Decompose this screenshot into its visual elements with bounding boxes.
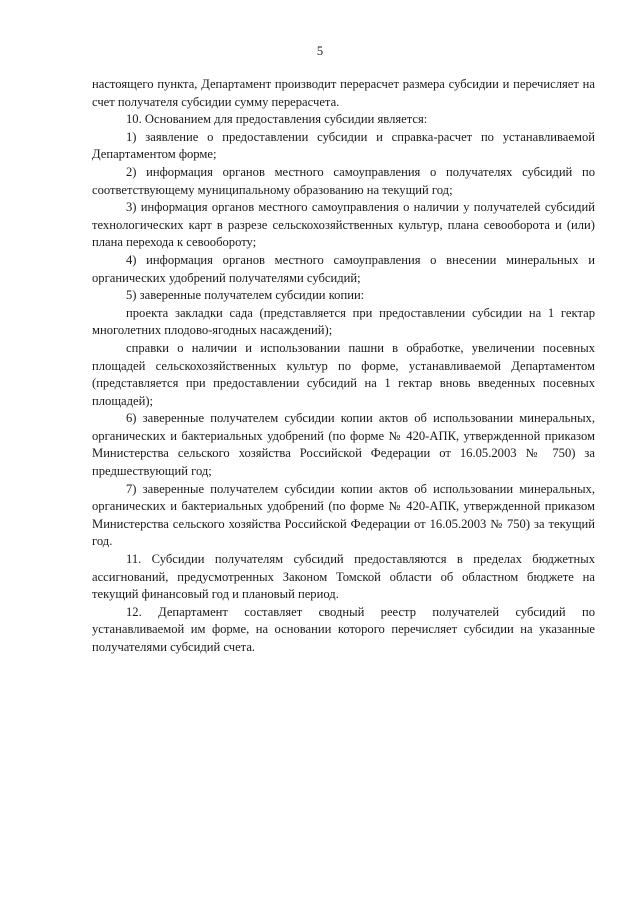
- paragraph-subitem-5: 5) заверенные получателем субсидии копии:: [126, 288, 365, 303]
- paragraph-item-12: 12. Департамент составляет сводный реестр получателей субсидий по устанавливаемой им форме, на основании которого перечисляет субсидии на указанные получателями субсидий счета.: [92, 604, 595, 654]
- paragraph-subitem-3: 3) информация органов местного самоуправления о наличии у получателей субсидий технологических карт в разрезе сельскохозяйственных культур, плана севооборота и (или) плана перехода к севообороту;: [92, 200, 595, 250]
- paragraph-continuation: настоящего пункта, Департамент производит перерасчет размера субсидии и перечисляет на счет получателя субсидии сумму перерасчета.: [92, 77, 595, 109]
- paragraph-subitem-7: 7) заверенные получателем субсидии копии актов об использовании минеральных, органических и бактериальных удобрений (по форме № 420-АПК, утвержденной приказом Министерства сельского хозяйства Российской Федерации от 16.05.2003 № 750) за текущий год.: [92, 481, 595, 549]
- paragraph-subitem-5-garden: проекта закладки сада (представляется при предоставлении субсидии на 1 гектар многолетних плодово-ягодных насаждений);: [92, 305, 595, 338]
- paragraph-subitem-2: 2) информация органов местного самоуправления о получателях субсидий по соответствующему муниципальному образованию на текущий год;: [92, 164, 595, 197]
- paragraph-subitem-6: 6) заверенные получателем субсидии копии актов об использовании минеральных, органических и бактериальных удобрений (по форме № 420-АПК, утвержденной приказом Министерства сельского хозяйства Российской Федерации от 16.05.2003 № 750) за предшествующий год;: [92, 411, 595, 479]
- paragraph-item-10: 10. Основанием для предоставления субсидии является:: [126, 112, 428, 127]
- paragraph-subitem-4: 4) информация органов местного самоуправления о внесении минеральных и органических удобрений получателями субсидий;: [92, 252, 595, 285]
- page-number: 5: [316, 44, 324, 58]
- document-body: [92, 76, 595, 657]
- paragraph-subitem-1: 1) заявление о предоставлении субсидии и справка-расчет по устанавливаемой Департаментом форме;: [92, 129, 595, 162]
- paragraph-subitem-5-arable: справки о наличии и использовании пашни в обработке, увеличении посевных площадей сельскохозяйственных культур по форме, устанавливаемой Департаментом (представляется при предоставлении субсидий на 1 гектар вновь введенных посевных площадей);: [92, 340, 595, 408]
- paragraph-item-11: 11. Субсидии получателям субсидий предоставляются в пределах бюджетных ассигнований, предусмотренных Законом Томской области об областном бюджете на текущий финансовый год и плановый период.: [92, 552, 595, 602]
